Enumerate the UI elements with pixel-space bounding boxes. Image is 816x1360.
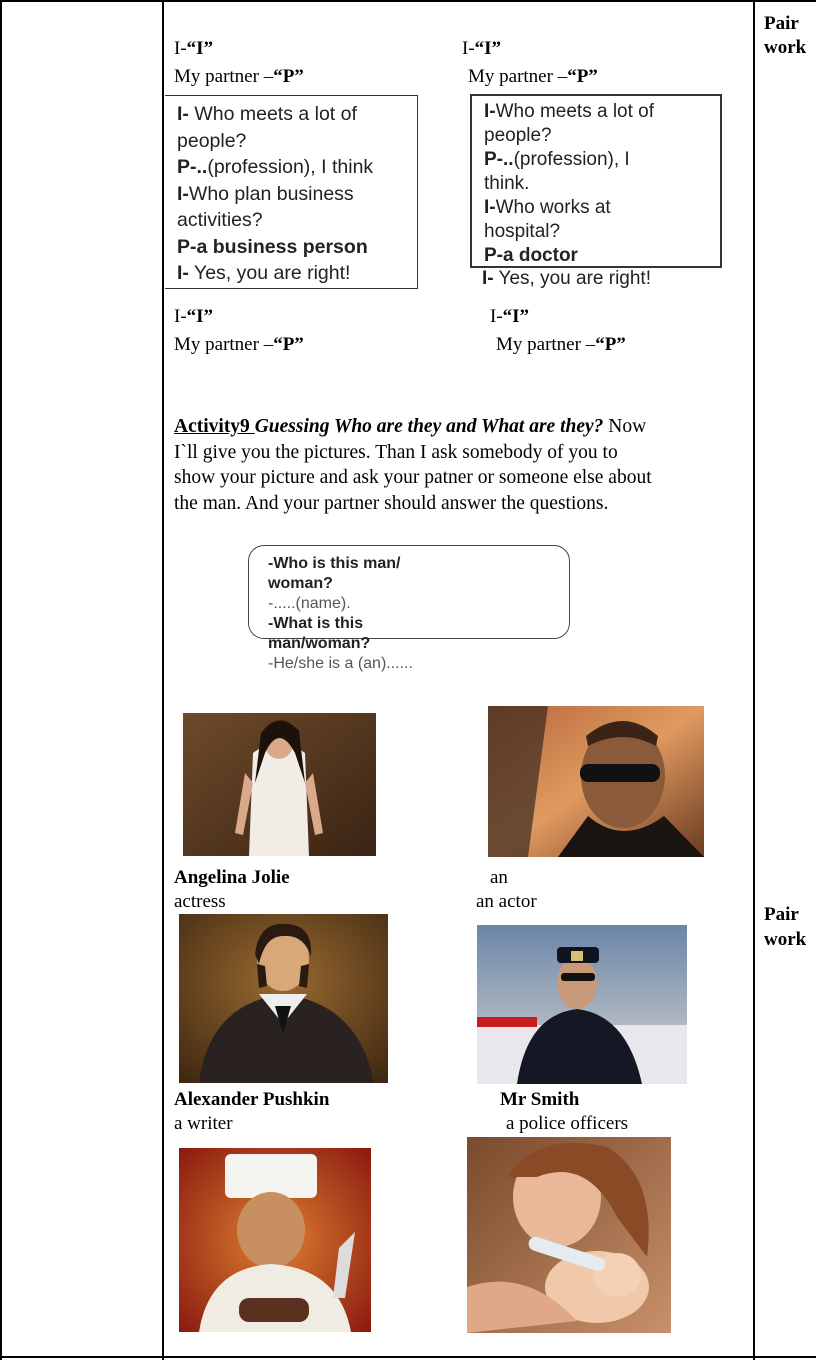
table-top-border bbox=[0, 0, 816, 2]
dialog-left-line: I- Who meets a lot of bbox=[177, 103, 357, 125]
dialog-left-line: activities? bbox=[177, 209, 263, 231]
dialog-left-line: I- Yes, you are right! bbox=[177, 262, 351, 284]
question-bubble-text: -Who is this man/ woman? -.....(name). -What is this man/woman? -He/she is a (an)...... bbox=[268, 555, 413, 672]
side-label-top: Pair work bbox=[764, 13, 807, 58]
role-label-1: I-“I” My partner –“P” bbox=[174, 38, 304, 87]
photo-police-officer bbox=[477, 925, 687, 1084]
side-label-bottom: Pair work bbox=[764, 904, 807, 950]
caption-actor: an an actor bbox=[476, 867, 537, 912]
photo-chef bbox=[179, 1148, 371, 1332]
caption-actress: Angelina Jolie actress bbox=[174, 867, 290, 912]
caption-writer: Alexander Pushkin a writer bbox=[174, 1089, 330, 1134]
table-bottom-border bbox=[0, 1356, 816, 1358]
role-label-4: I-“I” My partner –“P” bbox=[490, 306, 626, 355]
photo-writer bbox=[179, 914, 388, 1083]
dialog-left-line: P-..(profession), I think bbox=[177, 156, 374, 178]
caption-police-officer: Mr Smith a police officers bbox=[500, 1089, 629, 1134]
role-label-2: I-“I” My partner –“P” bbox=[462, 38, 598, 87]
photo-actress bbox=[183, 713, 376, 856]
dialog-left-line: people? bbox=[177, 129, 247, 152]
dialog-left bbox=[165, 95, 418, 289]
activity-label: Activity9 bbox=[174, 416, 255, 437]
photo-actor bbox=[488, 706, 704, 857]
column-divider-2 bbox=[753, 0, 755, 1360]
photo-mother-baby bbox=[467, 1137, 671, 1333]
dialog-right: I-Who meets a lot of people? P-..(profession), I think. I-Who works at hospital? P-a doctor bbox=[470, 94, 722, 268]
dialog-left-line: P-a business person bbox=[177, 235, 368, 258]
role-label-3: I-“I” My partner –“P” bbox=[174, 306, 304, 355]
activity-instructions: Activity9 Guessing Who are they and What are they? Now I`ll give you the pictures. Than I ask somebody of you to show your picture and ask your patner or someone else about the man. And your partner should answer the questions. bbox=[174, 416, 652, 514]
table-left-border bbox=[0, 0, 2, 1360]
dialog-right-tail: I- Yes, you are right! bbox=[482, 268, 651, 289]
column-divider-1 bbox=[162, 0, 164, 1360]
dialog-left-line: I-Who plan business bbox=[177, 182, 354, 205]
